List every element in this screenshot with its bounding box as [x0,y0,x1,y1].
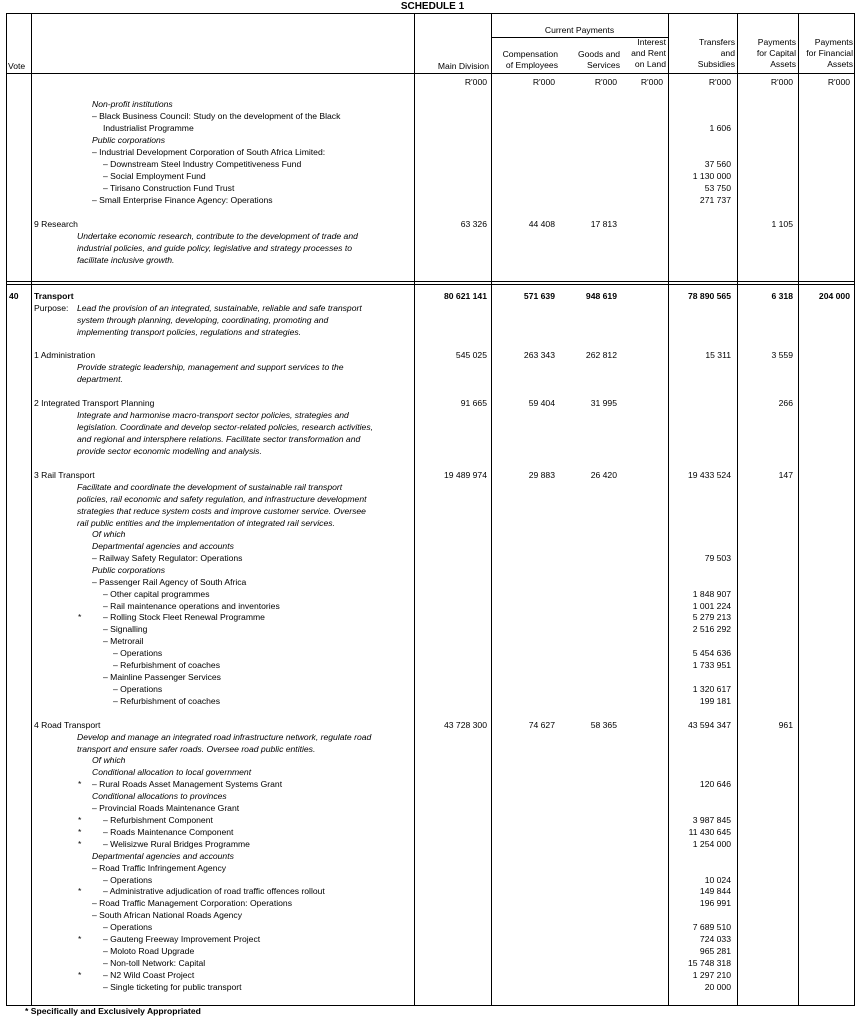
row-description: 1 Administration [34,350,96,360]
amount-transfers: 15 311 [705,350,731,360]
header-bottom-rule [6,73,855,74]
row-description: – Non-toll Network: Capital [103,958,206,968]
amount-transfers: 1 254 000 [692,839,731,849]
row-description: Conditional allocation to local government [92,767,252,777]
row-description: Public corporations [92,565,166,575]
row-description: – Refurbishment Component [103,815,213,825]
divider-main-division [491,13,492,1006]
row-description: Departmental agencies and accounts [92,851,234,861]
exclusive-appropriation-marker: * [78,886,82,896]
amount-transfers: 19 433 524 [687,470,731,480]
row-description-purpose: Lead the provision of an integrated, sustainable, reliable and safe transport [77,303,362,313]
row-description: and regional and intersphere relations. Facilitate sector transformation and [77,434,361,444]
row-description: Non-profit institutions [92,99,173,109]
row-description: – Operations [113,684,163,694]
row-description: – Rural Roads Asset Management Systems Grant [92,779,283,789]
amount-main: 19 489 974 [443,470,487,480]
row-description: 9 Research [34,219,78,229]
row-description: facilitate inclusive growth. [77,255,175,265]
exclusive-appropriation-marker: * [78,815,82,825]
row-description: – Single ticketing for public transport [103,982,242,992]
vote-number: 40 [9,291,19,301]
row-description: – Tirisano Construction Fund Trust [103,183,235,193]
exclusive-appropriation-marker: * [78,779,82,789]
amount-financial: 204 000 [818,291,850,301]
amount-goods: 26 420 [590,470,617,480]
amount-transfers: 1 320 617 [692,684,731,694]
exclusive-appropriation-marker: * [78,970,82,980]
amount-transfers: 2 516 292 [692,624,731,634]
amount-transfers: 1 606 [709,123,731,133]
header-goods-services: Goods and Services [577,49,620,70]
row-description: 4 Road Transport [34,720,101,730]
amount-main: 545 025 [455,350,487,360]
header-financial-assets: Payments for Financial Assets [806,37,853,69]
amount-transfers: 196 991 [699,898,731,908]
row-description: Departmental agencies and accounts [92,541,234,551]
amount-comp: 44 408 [528,219,555,229]
amount-capital: 3 559 [771,350,793,360]
row-description: Transport [34,291,74,301]
amount-transfers: 724 033 [699,934,731,944]
row-description: – Operations [103,922,153,932]
amount-transfers: 78 890 565 [687,291,731,301]
row-description: Provide strategic leadership, management and support services to the [77,362,344,372]
row-description: policies, rail economic and safety regulation, and infrastructure development [77,494,367,504]
row-description: – Signalling [103,624,148,634]
amount-main: 43 728 300 [443,720,487,730]
amount-capital: 961 [778,720,793,730]
amount-transfers: 10 024 [704,875,731,885]
unit-goods: R'000 [594,77,617,87]
divider-description [414,13,415,1006]
exclusive-appropriation-marker: * [78,839,82,849]
row-description: – Downstream Steel Industry Competitiveness Fund [103,159,302,169]
amount-comp: 571 639 [523,291,555,301]
divider-transfers [737,13,738,1006]
amount-transfers: 37 560 [704,159,731,169]
row-description: – Operations [103,875,153,885]
amount-transfers: 5 279 213 [692,612,731,622]
amount-comp: 74 627 [528,720,555,730]
header-interest-rent: Interest and Rent on Land [631,37,666,69]
amount-capital: 147 [778,470,793,480]
section-rule-bottom [6,284,855,285]
amount-capital: 1 105 [771,219,793,229]
row-description: – Passenger Rail Agency of South Africa [92,577,247,587]
amount-transfers: 149 844 [699,886,731,896]
row-description: – Railway Safety Regulator: Operations [92,553,243,563]
amount-goods: 17 813 [590,219,617,229]
header-vote: Vote [8,61,26,71]
row-description: industrial policies, and guide policy, legislative and strategy processes to [77,243,352,253]
amount-transfers: 271 737 [699,195,731,205]
row-description: – Road Traffic Management Corporation: Operations [92,898,292,908]
amount-transfers: 15 748 318 [687,958,731,968]
amount-main: 91 665 [460,398,487,408]
row-description: – Rolling Stock Fleet Renewal Programme [103,612,265,622]
amount-comp: 263 343 [523,350,555,360]
amount-comp: 29 883 [528,470,555,480]
row-description: – Provincial Roads Maintenance Grant [92,803,240,813]
exclusive-appropriation-marker: * [78,934,82,944]
header-current-payments: Current Payments [544,25,615,35]
row-description: Of which [92,755,126,765]
row-description: strategies that reduce system costs and improve customer service. Oversee [77,506,366,516]
row-description: provide sector economic modelling and analysis. [77,446,262,456]
row-description: 2 Integrated Transport Planning [34,398,155,408]
row-description: – Social Employment Fund [103,171,206,181]
amount-transfers: 1 733 951 [692,660,731,670]
header-transfers: Transfers and Subsidies [697,37,735,69]
row-description: rail public entities and the implementation of integrated rail services. [77,518,335,528]
row-description: – South African National Roads Agency [92,910,243,920]
unit-capital: R'000 [770,77,793,87]
row-description: Integrate and harmonise macro-transport sector policies, strategies and [77,410,349,420]
row-description: – Road Traffic Infringement Agency [92,863,227,873]
header-main-division: Main Division [437,61,489,71]
row-description: – Small Enterprise Finance Agency: Operations [92,195,273,205]
unit-main: R'000 [464,77,487,87]
row-description: – Industrial Development Corporation of South Africa Limited: [92,147,326,157]
header-capital-assets: Payments for Capital Assets [756,37,796,69]
unit-transfers: R'000 [708,77,731,87]
section-rule-top [6,281,855,282]
amount-transfers: 43 594 347 [687,720,731,730]
amount-transfers: 1 130 000 [692,171,731,181]
row-description: – Operations [113,648,163,658]
unit-interest: R'000 [640,77,663,87]
row-description: 3 Rail Transport [34,470,95,480]
amount-comp: 59 404 [528,398,555,408]
amount-goods: 31 995 [590,398,617,408]
amount-transfers: 3 987 845 [692,815,731,825]
row-description: Industrialist Programme [103,123,194,133]
row-description: Purpose: [34,303,69,313]
exclusive-appropriation-marker: * [78,827,82,837]
row-description: implementing transport policies, regulations and strategies. [77,327,302,337]
amount-transfers: 199 181 [699,696,731,706]
amount-transfers: 965 281 [699,946,731,956]
header-compensation: Compensation of Employees [502,49,558,70]
row-description: Conditional allocations to provinces [92,791,227,801]
amount-transfers: 1 848 907 [692,589,731,599]
schedule-title: SCHEDULE 1 [400,1,465,12]
row-description: Develop and manage an integrated road infrastructure network, regulate road [77,732,372,742]
amount-capital: 266 [778,398,793,408]
row-description: – Refurbishment of coaches [113,696,221,706]
divider-vote [31,13,32,1006]
amount-transfers: 120 646 [699,779,731,789]
row-description: – Rail maintenance operations and inventories [103,601,280,611]
row-description: Of which [92,529,126,539]
unit-financial: R'000 [827,77,850,87]
amount-transfers: 7 689 510 [692,922,731,932]
divider-capital [798,13,799,1006]
row-description: transport and ensure safer roads. Oversee road public entities. [77,744,316,754]
amount-transfers: 1 297 210 [692,970,731,980]
row-description: – Metrorail [103,636,144,646]
row-description: department. [77,374,123,384]
row-description: – Mainline Passenger Services [103,672,221,682]
amount-goods: 948 619 [585,291,617,301]
row-description: – Roads Maintenance Component [103,827,234,837]
amount-capital: 6 318 [771,291,793,301]
amount-transfers: 79 503 [704,553,731,563]
unit-comp: R'000 [532,77,555,87]
amount-transfers: 5 454 636 [692,648,731,658]
amount-goods: 58 365 [590,720,617,730]
amount-goods: 262 812 [585,350,617,360]
row-description: – Administrative adjudication of road traffic offences rollout [103,886,325,896]
amount-main: 63 326 [460,219,487,229]
footnote: * Specifically and Exclusively Appropriated [25,1006,201,1016]
row-description: – Refurbishment of coaches [113,660,221,670]
row-description: – Welisizwe Rural Bridges Programme [103,839,250,849]
row-description: system through planning, developing, coordinating, promoting and [77,315,329,325]
row-description: Public corporations [92,135,166,145]
row-description: – Gauteng Freeway Improvement Project [103,934,261,944]
exclusive-appropriation-marker: * [78,612,82,622]
row-description: – Black Business Council: Study on the development of the Black [92,111,341,121]
row-description: Undertake economic research, contribute to the development of trade and [77,231,358,241]
row-description: – Other capital programmes [103,589,210,599]
amount-transfers: 1 001 224 [692,601,731,611]
row-description: – Moloto Road Upgrade [103,946,195,956]
amount-transfers: 53 750 [704,183,731,193]
amount-transfers: 11 430 645 [688,827,731,837]
amount-transfers: 20 000 [704,982,731,992]
row-description: Facilitate and coordinate the development of sustainable rail transport [77,482,343,492]
amount-main: 80 621 141 [443,291,487,301]
row-description: – N2 Wild Coast Project [103,970,195,980]
row-description: legislation. Coordinate and develop sector-related policies, research activities, [77,422,374,432]
